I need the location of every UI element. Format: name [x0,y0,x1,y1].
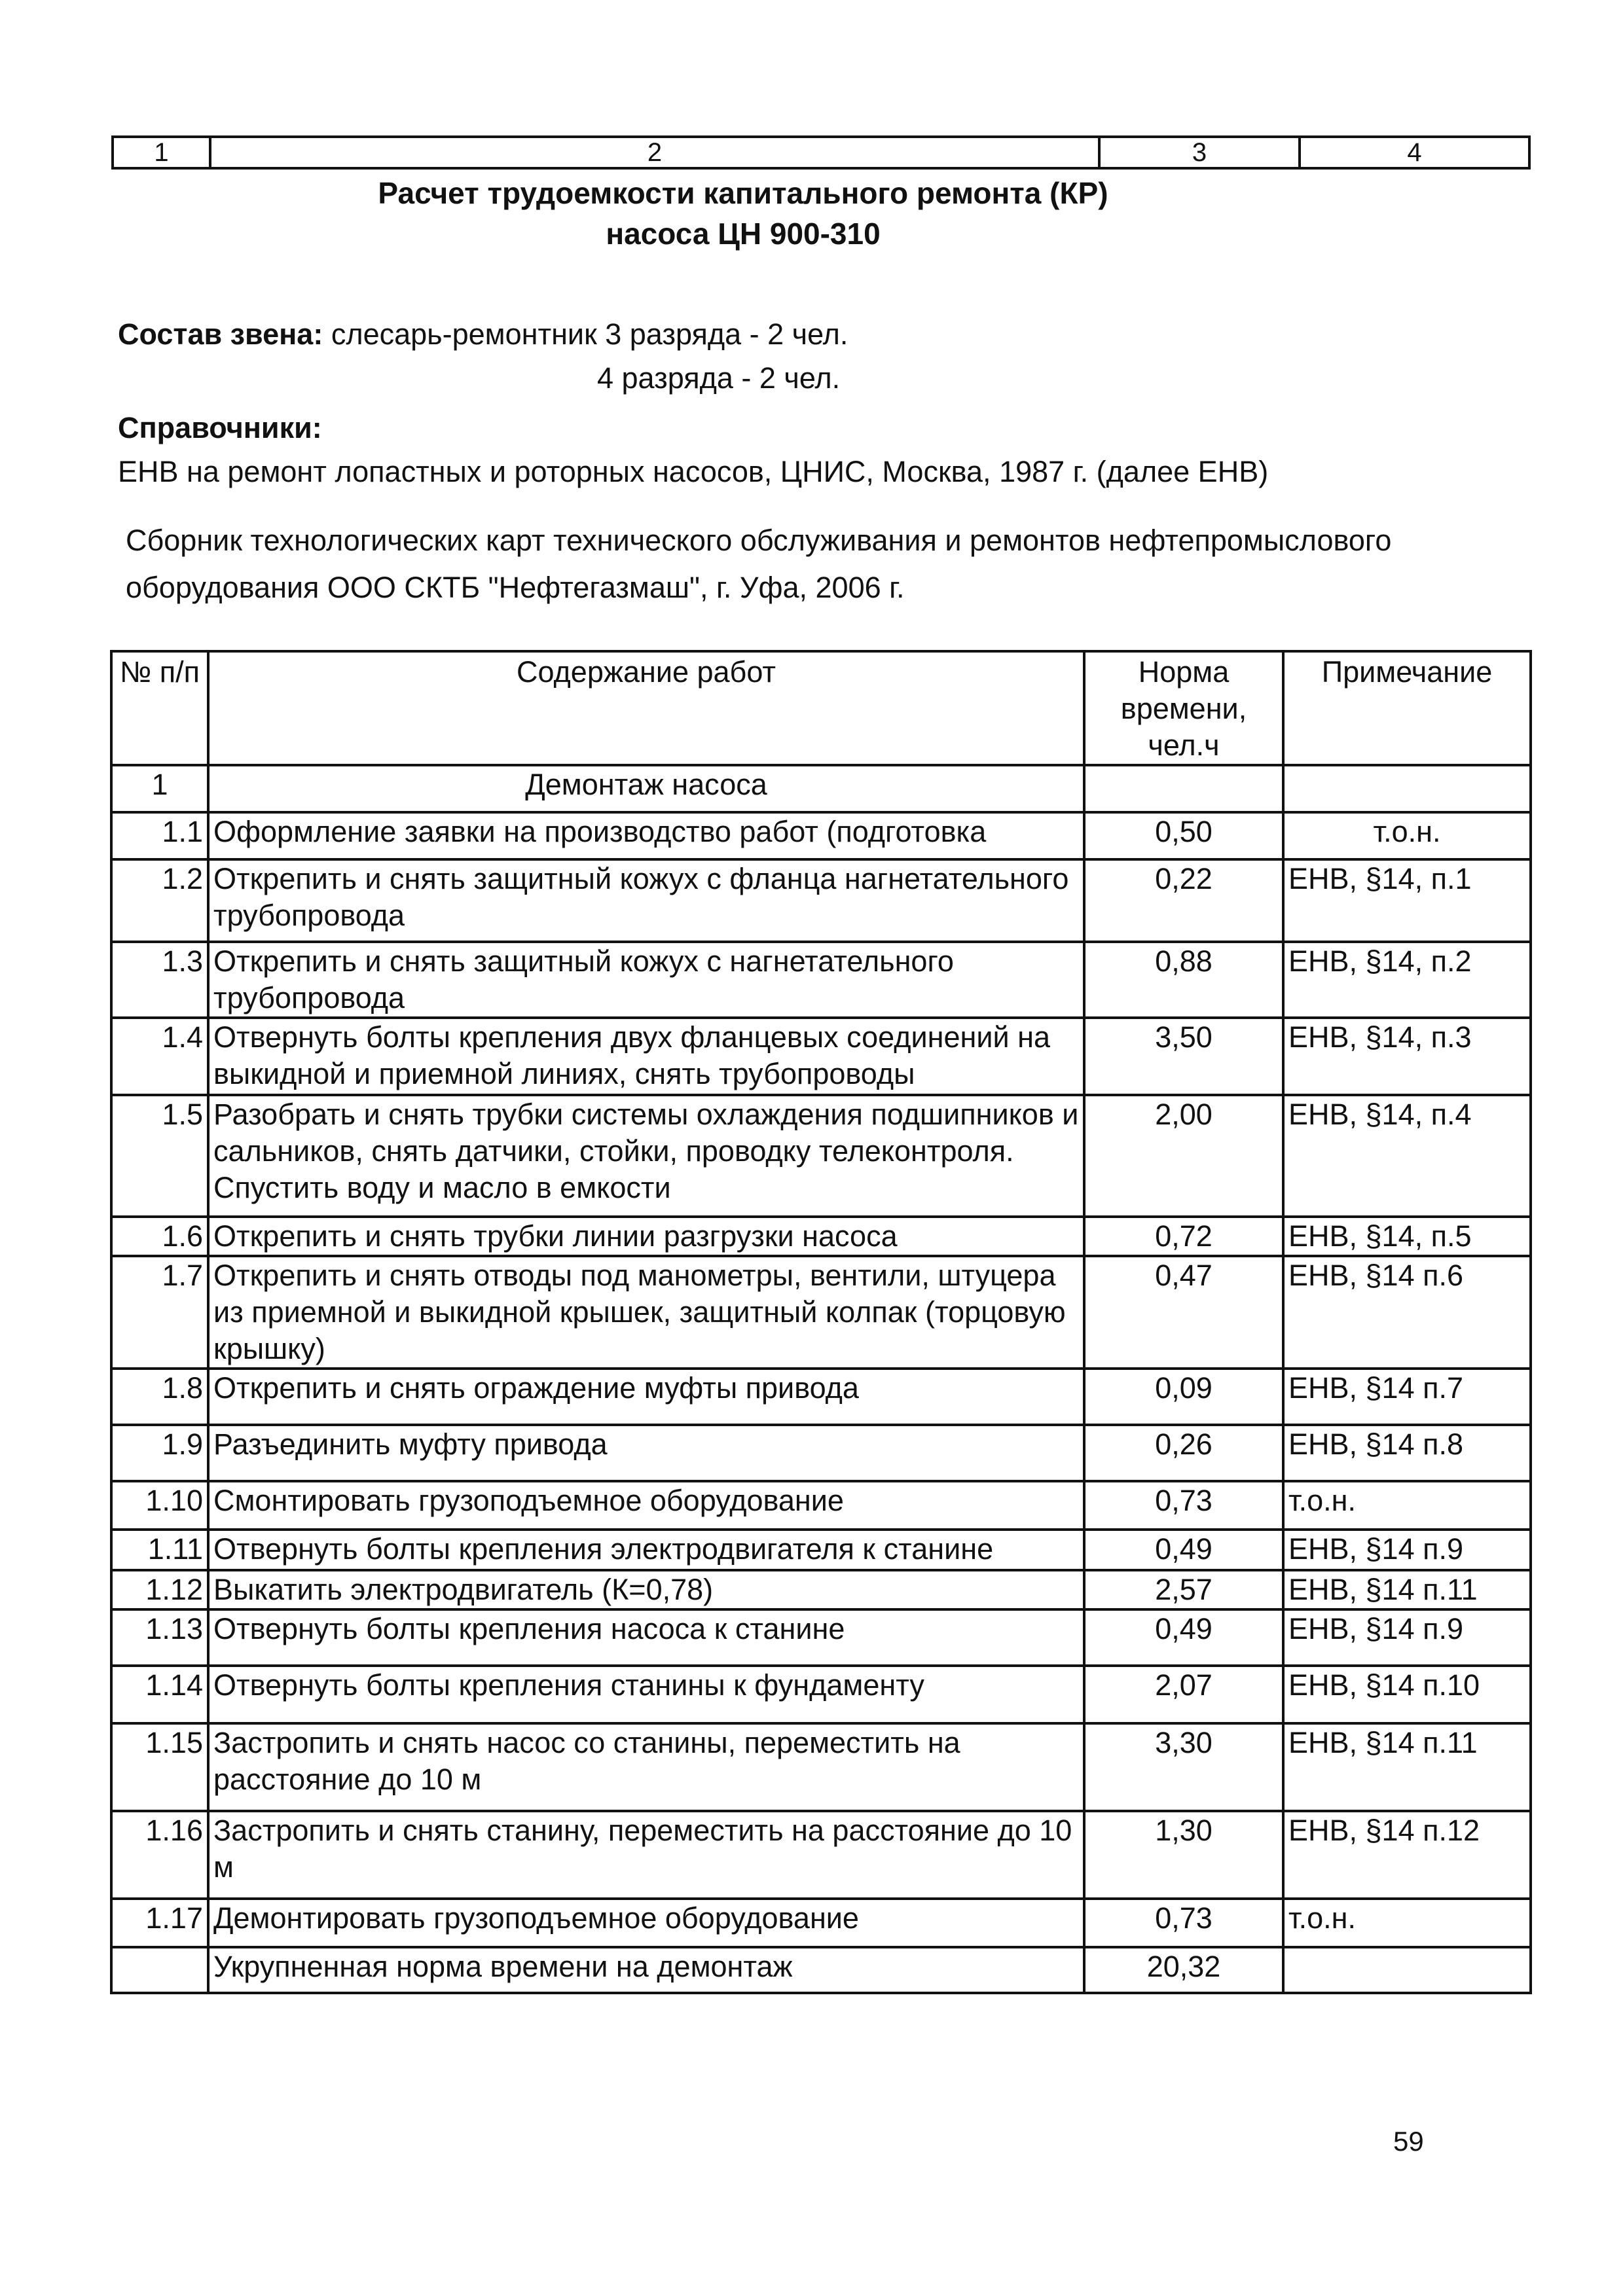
row-work-description: Открепить и снять отводы под манометры, вентили, штуцера из приемной и выкидной крышек, защитный колпак (торцовую крышку) [208,1256,1084,1369]
row-note: ЕНВ, §14 п.11 [1283,1570,1531,1609]
crew-label: Состав звена: [118,317,323,351]
column-number: 1 [113,137,210,168]
table-row [111,859,1531,942]
table-row [111,1666,1531,1723]
row-time-norm: 0,88 [1084,942,1283,1018]
row-time-norm: 0,49 [1084,1530,1283,1570]
table-header-row [111,651,1531,765]
total-norm: 20,32 [1084,1947,1283,1993]
table-row [111,1256,1531,1369]
document-subtitle: насоса ЦН 900-310 [606,217,881,251]
row-work-description: Открепить и снять трубки линии разгрузки насоса [208,1217,1084,1256]
row-note: ЕНВ, §14, п.4 [1283,1095,1531,1217]
row-note: ЕНВ, §14 п.9 [1283,1530,1531,1570]
table-row [111,1425,1531,1481]
row-work-description: Оформление заявки на производство работ (подготовка [208,812,1084,859]
row-number: 1.5 [111,1095,208,1217]
row-note: т.о.н. [1283,812,1531,859]
row-time-norm: 0,22 [1084,859,1283,942]
table-row [111,1217,1531,1256]
empty-cell [1084,765,1283,812]
row-number: 1.12 [111,1570,208,1609]
column-number-strip [111,135,1531,170]
row-note: ЕНВ, §14 п.6 [1283,1256,1531,1369]
row-number: 1.11 [111,1530,208,1570]
empty-cell [1283,1947,1531,1993]
row-number: 1.15 [111,1723,208,1811]
row-number: 1.1 [111,812,208,859]
row-time-norm: 0,26 [1084,1425,1283,1481]
page-number: 59 [1393,2126,1424,2157]
row-note: ЕНВ, §14, п.3 [1283,1018,1531,1095]
row-work-description: Разобрать и снять трубки системы охлаждения подшипников и сальников, снять датчики, стойки, проводку телеконтроля. Спустить воду и масло в емкости [208,1095,1084,1217]
row-time-norm: 0,50 [1084,812,1283,859]
header-num: № п/п [111,651,208,765]
row-work-description: Открепить и снять ограждение муфты привода [208,1369,1084,1425]
row-note: ЕНВ, §14 п.9 [1283,1609,1531,1666]
column-number: 3 [1099,137,1300,168]
column-number: 4 [1300,137,1529,168]
header-norm: Норма времени, чел.ч [1084,651,1283,765]
section-number: 1 [111,765,208,812]
crew-composition-1: слесарь-ремонтник 3 разряда - 2 чел. [331,317,848,351]
references-label: Справочники: [118,411,322,444]
row-note: ЕНВ, §14 п.11 [1283,1723,1531,1811]
row-work-description: Разъединить муфту привода [208,1425,1084,1481]
crew-composition-2: 4 разряда - 2 чел. [597,361,841,395]
section-title: Демонтаж насоса [208,765,1084,812]
section-row [111,765,1531,812]
table-row [111,1369,1531,1425]
row-time-norm: 0,09 [1084,1369,1283,1425]
row-work-description: Смонтировать грузоподъемное оборудование [208,1481,1084,1530]
row-time-norm: 2,07 [1084,1666,1283,1723]
row-work-description: Застропить и снять станину, переместить на расстояние до 10 м [208,1811,1084,1899]
table-row [111,812,1531,859]
row-number: 1.4 [111,1018,208,1095]
row-number: 1.17 [111,1899,208,1947]
row-time-norm: 0,47 [1084,1256,1283,1369]
row-note: ЕНВ, §14, п.5 [1283,1217,1531,1256]
row-note: ЕНВ, §14, п.2 [1283,942,1531,1018]
table-row [111,1811,1531,1899]
row-time-norm: 2,00 [1084,1095,1283,1217]
row-note: ЕНВ, §14 п.12 [1283,1811,1531,1899]
row-work-description: Отвернуть болты крепления насоса к станине [208,1609,1084,1666]
row-number: 1.13 [111,1609,208,1666]
table-row [111,1723,1531,1811]
header-note: Примечание [1283,651,1531,765]
reference-1: ЕНВ на ремонт лопастных и роторных насосов, ЦНИС, Москва, 1987 г. (далее ЕНВ) [118,455,1269,488]
row-number: 1.14 [111,1666,208,1723]
row-number: 1.3 [111,942,208,1018]
header-work: Содержание работ [208,651,1084,765]
row-time-norm: 3,30 [1084,1723,1283,1811]
row-note: т.о.н. [1283,1481,1531,1530]
row-work-description: Отвернуть болты крепления станины к фундаменту [208,1666,1084,1723]
empty-cell [1283,765,1531,812]
table-row [111,1095,1531,1217]
row-note: ЕНВ, §14, п.1 [1283,859,1531,942]
row-work-description: Демонтировать грузоподъемное оборудование [208,1899,1084,1947]
row-time-norm: 0,73 [1084,1899,1283,1947]
column-number: 2 [210,137,1099,168]
table-row [111,1899,1531,1947]
row-work-description: Отвернуть болты крепления двух фланцевых соединений на выкидной и приемной линиях, снять трубопроводы [208,1018,1084,1095]
reference-2-line-2: оборудования ООО СКТБ "Нефтегазмаш", г. Уфа, 2006 г. [126,571,905,604]
row-time-norm: 0,72 [1084,1217,1283,1256]
row-time-norm: 0,73 [1084,1481,1283,1530]
empty-cell [111,1947,208,1993]
reference-2-line-1: Сборник технологических карт технического обслуживания и ремонтов нефтепромыслового [126,524,1392,557]
crew-line-1 [118,317,848,351]
row-time-norm: 3,50 [1084,1018,1283,1095]
row-number: 1.16 [111,1811,208,1899]
row-time-norm: 2,57 [1084,1570,1283,1609]
row-work-description: Застропить и снять насос со станины, переместить на расстояние до 10 м [208,1723,1084,1811]
table-row [111,1018,1531,1095]
row-number: 1.9 [111,1425,208,1481]
total-row [111,1947,1531,1993]
row-number: 1.8 [111,1369,208,1425]
table-row [111,1609,1531,1666]
row-work-description: Открепить и снять защитный кожух с нагнетательного трубопровода [208,942,1084,1018]
row-note: ЕНВ, §14 п.10 [1283,1666,1531,1723]
row-number: 1.7 [111,1256,208,1369]
row-number: 1.6 [111,1217,208,1256]
row-note: т.о.н. [1283,1899,1531,1947]
table-row [111,1530,1531,1570]
row-note: ЕНВ, §14 п.8 [1283,1425,1531,1481]
row-work-description: Отвернуть болты крепления электродвигателя к станине [208,1530,1084,1570]
table-row [111,1481,1531,1530]
work-table [110,650,1532,1994]
row-work-description: Открепить и снять защитный кожух с фланца нагнетательного трубопровода [208,859,1084,942]
row-work-description: Выкатить электродвигатель (К=0,78) [208,1570,1084,1609]
document-title: Расчет трудоемкости капитального ремонта (КР) [378,176,1108,210]
row-note: ЕНВ, §14 п.7 [1283,1369,1531,1425]
table-row [111,1570,1531,1609]
row-number: 1.10 [111,1481,208,1530]
row-time-norm: 0,49 [1084,1609,1283,1666]
total-label: Укрупненная норма времени на демонтаж [208,1947,1084,1993]
row-time-norm: 1,30 [1084,1811,1283,1899]
table-row [111,942,1531,1018]
row-number: 1.2 [111,859,208,942]
